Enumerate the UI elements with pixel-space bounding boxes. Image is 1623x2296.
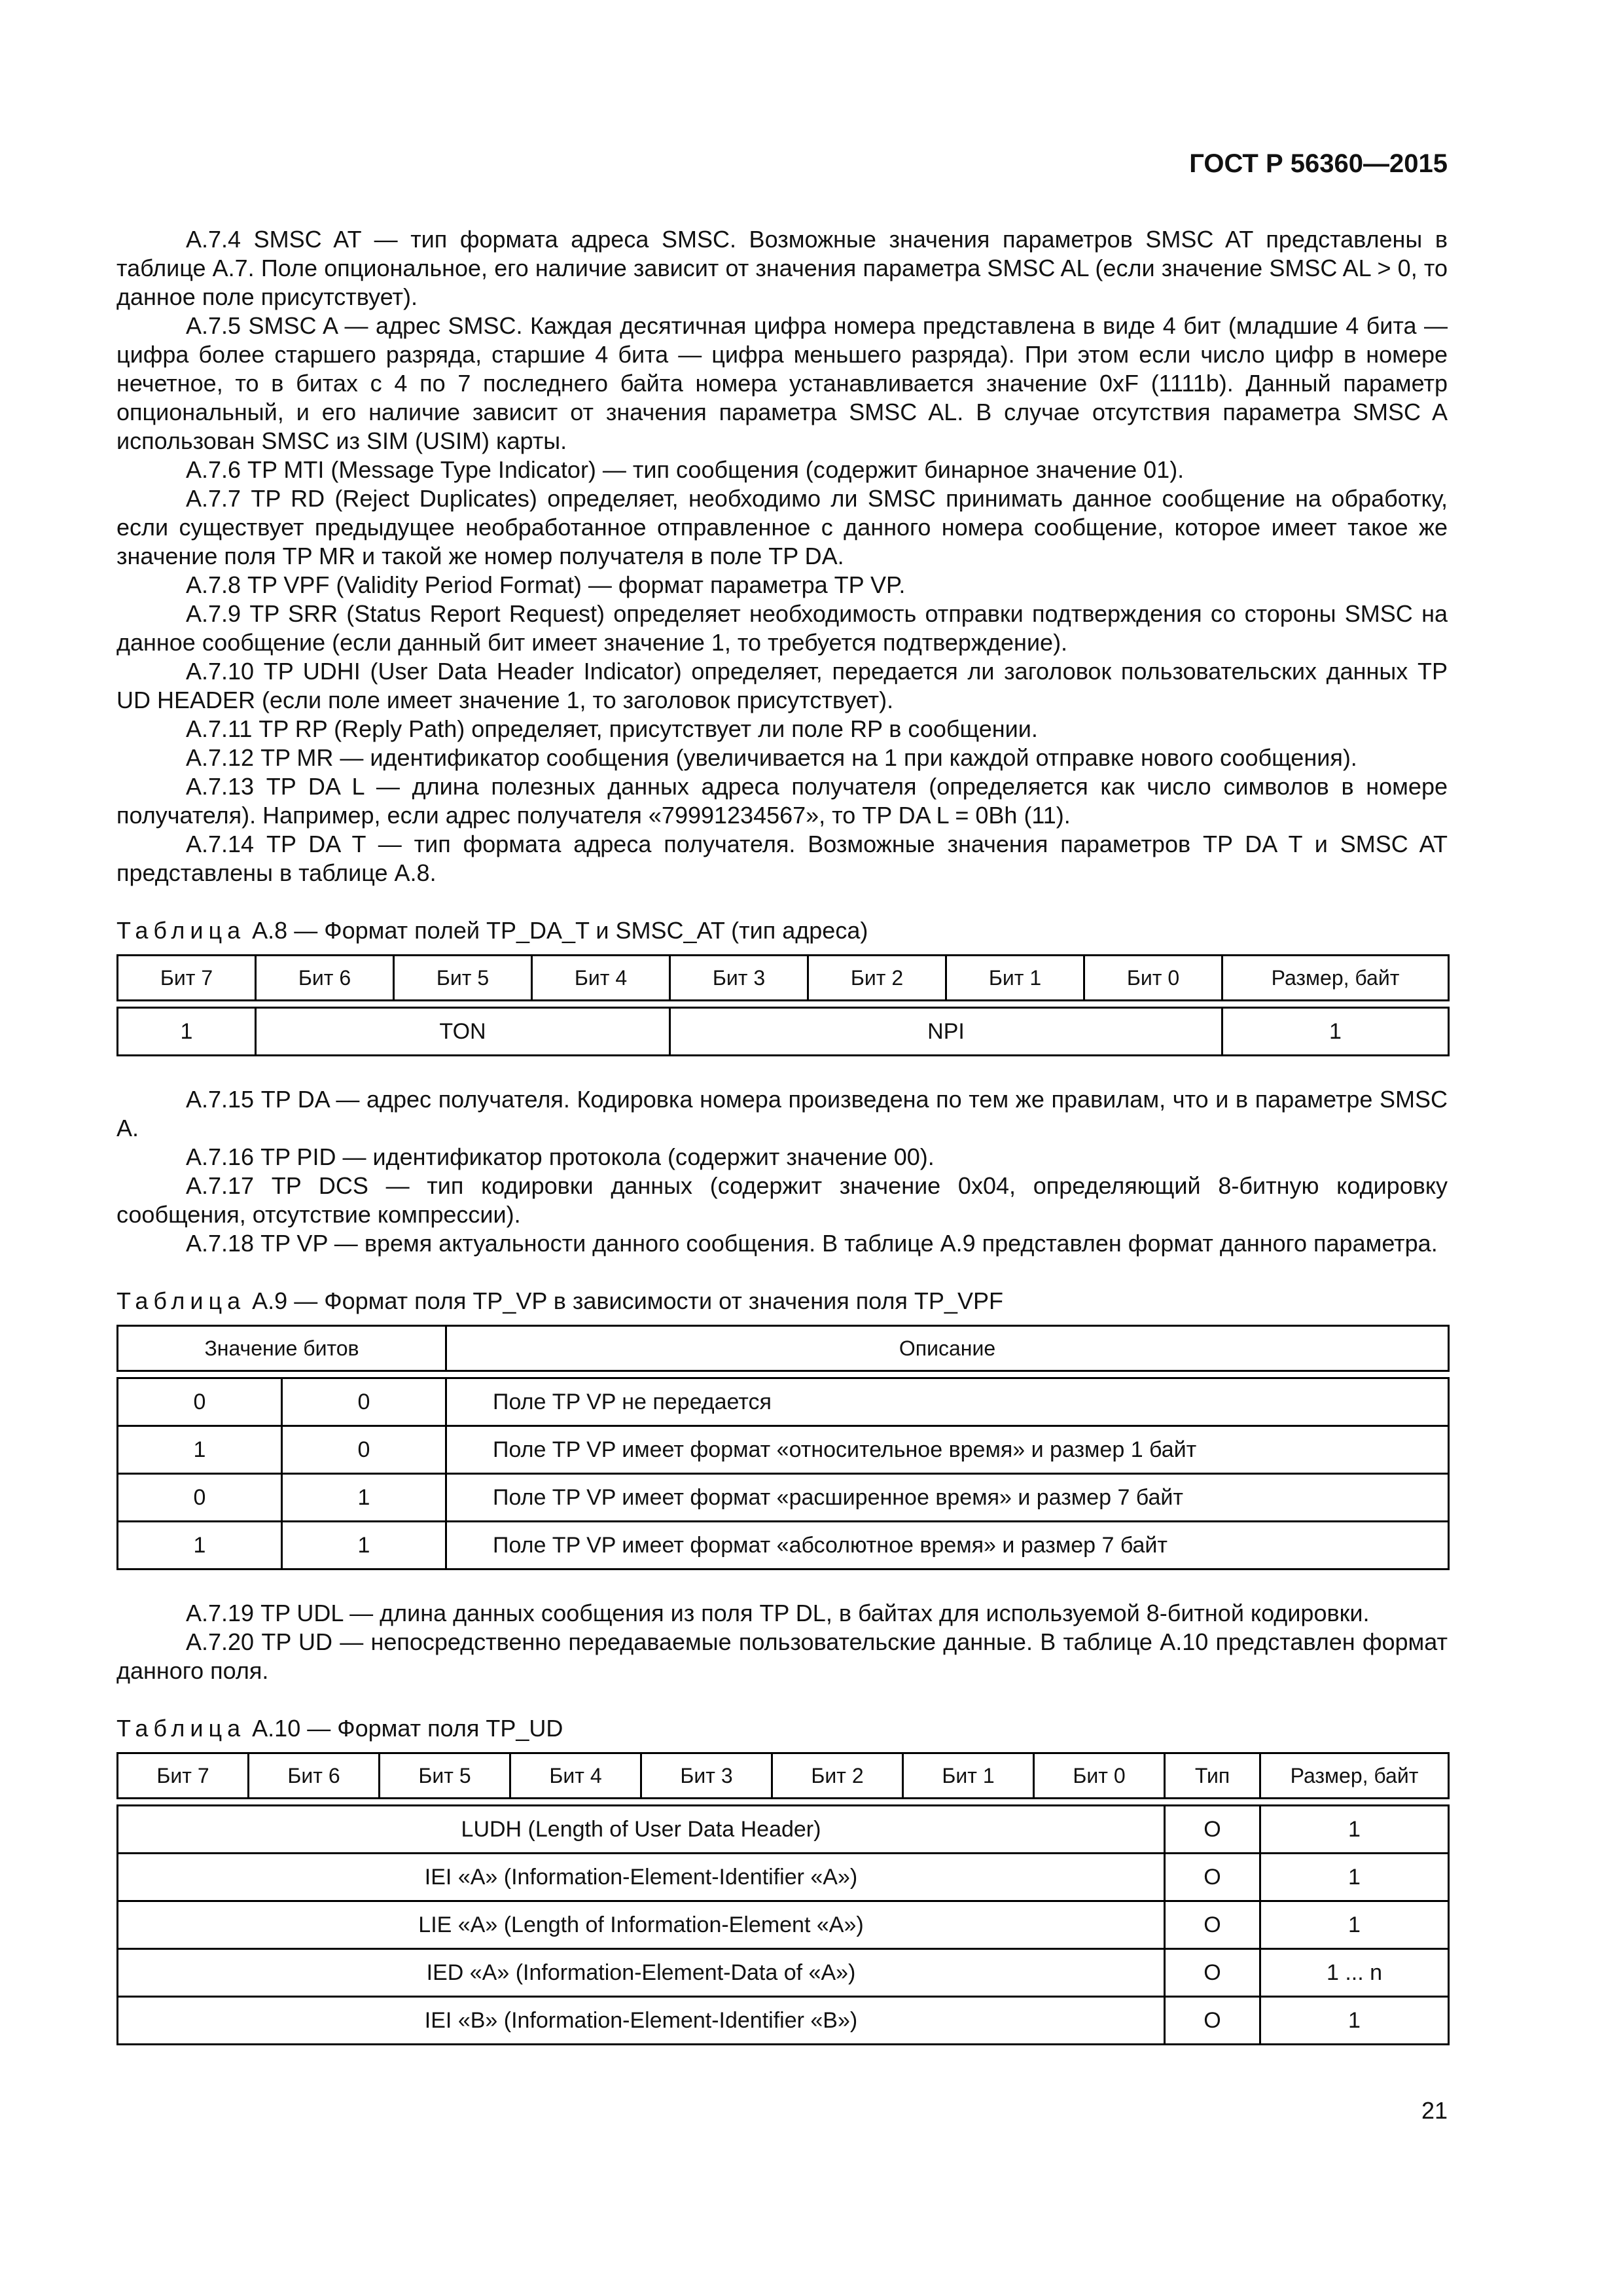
- table-a8-header-cell: Бит 7: [118, 956, 256, 1001]
- table-a10-name-cell: IED «A» (Information-Element-Data of «A»): [118, 1949, 1165, 1997]
- table-a10-type-cell: O: [1165, 1806, 1260, 1854]
- content: [116, 225, 1448, 2045]
- paragraph-a-7-5: А.7.5 SMSC A — адрес SMSC. Каждая десятичная цифра номера представлена в виде 4 бит (младшие 4 бита — цифра более старшего разряда, старшие 4 бита — цифра меньшего разряда). При этом если число цифр в номере нечетное, то в битах с 4 по 7 последнего байта номера устанавливается значение 0xF (1111b). Данный параметр опциональный, и его наличие зависит от значения параметра SMSC AL. В случае отсутствия параметра SMSC A использован SMSC из SIM (USIM) карты.: [116, 312, 1448, 454]
- paragraph-a-7-19: А.7.19 TP UDL — длина данных сообщения из поля TP DL, в байтах для используемой 8-битной кодировки.: [186, 1600, 1370, 1626]
- table-a10-size-cell: 1: [1260, 1997, 1449, 2045]
- table-a10-header-cell: Бит 0: [1034, 1753, 1165, 1799]
- table-a9-bit-cell: 0: [118, 1378, 282, 1426]
- table-a10-header-cell: Бит 6: [249, 1753, 380, 1799]
- paragraph-a-7-10: А.7.10 TP UDHI (User Data Header Indicator) определяет, передается ли заголовок пользовательских данных TP UD HEADER (если поле имеет значение 1, то заголовок присутствует).: [116, 658, 1448, 713]
- table-a10-header-cell: Бит 2: [772, 1753, 903, 1799]
- paragraph-a-7-12: А.7.12 TP MR — идентификатор сообщения (увеличивается на 1 при каждой отправке нового сообщения).: [186, 744, 1357, 771]
- table-a9-row: [118, 1426, 1449, 1474]
- table-a10-size-cell: 1: [1260, 1854, 1449, 1901]
- table-a10-row: [118, 1806, 1449, 1854]
- table-a8-row: [118, 1008, 1449, 1056]
- table-a10-header-cell: Размер, байт: [1260, 1753, 1449, 1799]
- table-a10: [116, 1752, 1450, 2045]
- table-a10-header-row: [118, 1753, 1449, 1799]
- table-a9-bit-cell: 1: [282, 1474, 446, 1522]
- table-a9-desc-cell: Поле TP VP имеет формат «относительное время» и размер 1 байт: [446, 1426, 1449, 1474]
- table-a10-name-cell: LUDH (Length of User Data Header): [118, 1806, 1165, 1854]
- table-a10-type-cell: O: [1165, 1997, 1260, 2045]
- table-a9-caption-text: А.9 — Формат поля TP_VP в зависимости от значения поля TP_VPF: [252, 1287, 1003, 1314]
- table-a8-header-cell: Бит 0: [1084, 956, 1222, 1001]
- table-a10-name-cell: IEI «A» (Information-Element-Identifier «A»): [118, 1854, 1165, 1901]
- table-a9-desc-cell: Поле TP VP не передается: [446, 1378, 1449, 1426]
- paragraph-a-7-17: А.7.17 TP DCS — тип кодировки данных (содержит значение 0x04, определяющий 8-битную кодировку сообщения, отсутствие компрессии).: [116, 1172, 1448, 1228]
- document-id: ГОСТ Р 56360—2015: [1189, 149, 1448, 178]
- table-gap-row: [118, 1799, 1449, 1806]
- table-a9-desc-cell: Поле TP VP имеет формат «расширенное время» и размер 7 байт: [446, 1474, 1449, 1522]
- table-a10-header-cell: Бит 4: [510, 1753, 641, 1799]
- table-a9-bit-cell: 1: [282, 1522, 446, 1570]
- table-a10-row: [118, 1949, 1449, 1997]
- table-a9-header-row: [118, 1326, 1449, 1371]
- table-a10-type-cell: O: [1165, 1854, 1260, 1901]
- table-a9-header-cell: Описание: [446, 1326, 1449, 1371]
- table-a10-row: [118, 1901, 1449, 1949]
- paragraph-a-7-14: А.7.14 TP DA T — тип формата адреса получателя. Возможные значения параметров TP DA T и SMSC AT представлены в таблице А.8.: [116, 831, 1448, 886]
- paragraph-a-7-9: А.7.9 TP SRR (Status Report Request) определяет необходимость отправки подтверждения со стороны SMSC на данное сообщение (если данный бит имеет значение 1, то требуется подтверждение).: [116, 600, 1448, 656]
- table-a8-header-cell: Бит 5: [394, 956, 532, 1001]
- table-a10-row: [118, 1997, 1449, 2045]
- paragraph-a-7-18: А.7.18 TP VP — время актуальности данного сообщения. В таблице А.9 представлен формат данного параметра.: [186, 1230, 1438, 1257]
- table-a10-header-cell: Бит 7: [118, 1753, 249, 1799]
- paragraph-a-7-8: А.7.8 TP VPF (Validity Period Format) — формат параметра TP VP.: [186, 571, 906, 598]
- table-a10-row: [118, 1854, 1449, 1901]
- table-a10-size-cell: 1: [1260, 1901, 1449, 1949]
- table-a9-row: [118, 1378, 1449, 1426]
- table-a8-header-cell: Бит 2: [808, 956, 946, 1001]
- table-a10-name-cell: IEI «B» (Information-Element-Identifier «B»): [118, 1997, 1165, 2045]
- table-a8-header-cell: Бит 1: [946, 956, 1084, 1001]
- table-a10-type-cell: O: [1165, 1901, 1260, 1949]
- table-a8-header-cell: Бит 6: [256, 956, 394, 1001]
- table-a10-name-cell: LIE «A» (Length of Information-Element «A»): [118, 1901, 1165, 1949]
- table-a8-header-cell: Бит 3: [670, 956, 808, 1001]
- table-a9-caption: [116, 1287, 1448, 1316]
- paragraph-a-7-6: А.7.6 TP MTI (Message Type Indicator) — тип сообщения (содержит бинарное значение 01).: [186, 456, 1185, 483]
- table-a9-bit-cell: 0: [118, 1474, 282, 1522]
- table-a10-size-cell: 1 ... n: [1260, 1949, 1449, 1997]
- table-a10-caption: [116, 1714, 1448, 1743]
- table-a8-caption: [116, 916, 1448, 945]
- table-a10-header-cell: Бит 5: [380, 1753, 510, 1799]
- table-a8-caption-word: Таблица: [116, 917, 246, 944]
- table-a9-header-cell: Значение битов: [118, 1326, 446, 1371]
- table-a8: [116, 954, 1450, 1056]
- table-a8-bit7-cell: 1: [118, 1008, 256, 1056]
- table-a8-header-cell: Бит 4: [532, 956, 670, 1001]
- table-a10-header-cell: Тип: [1165, 1753, 1260, 1799]
- table-a10-size-cell: 1: [1260, 1806, 1449, 1854]
- table-a10-header-cell: Бит 3: [641, 1753, 772, 1799]
- table-a8-size-cell: 1: [1222, 1008, 1449, 1056]
- table-a8-header-row: [118, 956, 1449, 1001]
- table-a8-caption-text: А.8 — Формат полей TP_DA_T и SMSC_AT (тип адреса): [252, 917, 868, 944]
- paragraph-a-7-20: А.7.20 TP UD — непосредственно передаваемые пользовательские данные. В таблице А.10 представлен формат данного поля.: [116, 1628, 1448, 1684]
- table-a9-bit-cell: 0: [282, 1378, 446, 1426]
- table-gap-row: [118, 1001, 1449, 1008]
- paragraph-a-7-15: А.7.15 TP DA — адрес получателя. Кодировка номера произведена по тем же правилам, что и в параметре SMSC A.: [116, 1086, 1448, 1141]
- table-gap-row: [118, 1371, 1449, 1378]
- table-a8-ton-cell: TON: [256, 1008, 670, 1056]
- table-a8-npi-cell: NPI: [670, 1008, 1222, 1056]
- table-a10-caption-text: А.10 — Формат поля TP_UD: [252, 1715, 563, 1742]
- table-a9-caption-word: Таблица: [116, 1287, 246, 1314]
- table-a9-bit-cell: 1: [118, 1522, 282, 1570]
- table-a9-row: [118, 1522, 1449, 1570]
- table-a9-bit-cell: 0: [282, 1426, 446, 1474]
- table-a10-header-cell: Бит 1: [903, 1753, 1034, 1799]
- table-a9-bit-cell: 1: [118, 1426, 282, 1474]
- table-a10-caption-word: Таблица: [116, 1715, 246, 1742]
- paragraph-a-7-7: А.7.7 TP RD (Reject Duplicates) определяет, необходимо ли SMSC принимать данное сообщение на обработку, если существует предыдущее необработанное отправленное с данного номера сообщение, которое имеет такое же значение поля TP MR и такой же номер получателя в поле TP DA.: [116, 485, 1448, 569]
- paragraph-a-7-13: А.7.13 TP DA L — длина полезных данных адреса получателя (определяется как число символов в номере получателя). Например, если адрес получателя «79991234567», то TP DA L = 0Bh (11).: [116, 773, 1448, 829]
- paragraph-a-7-4: А.7.4 SMSC AT — тип формата адреса SMSC. Возможные значения параметров SMSC AT представлены в таблице А.7. Поле опциональное, его наличие зависит от значения параметра SMSC AL (если значение SMSC AL > 0, то данное поле присутствует).: [116, 226, 1448, 310]
- table-a9-desc-cell: Поле TP VP имеет формат «абсолютное время» и размер 7 байт: [446, 1522, 1449, 1570]
- table-a9-row: [118, 1474, 1449, 1522]
- page-number: 21: [1421, 2097, 1448, 2124]
- paragraph-a-7-16: А.7.16 TP PID — идентификатор протокола (содержит значение 00).: [186, 1143, 935, 1170]
- paragraph-a-7-11: А.7.11 TP RP (Reply Path) определяет, присутствует ли поле RP в сообщении.: [186, 715, 1038, 742]
- table-a8-header-cell: Размер, байт: [1222, 956, 1449, 1001]
- table-a9: [116, 1325, 1450, 1570]
- table-a10-type-cell: O: [1165, 1949, 1260, 1997]
